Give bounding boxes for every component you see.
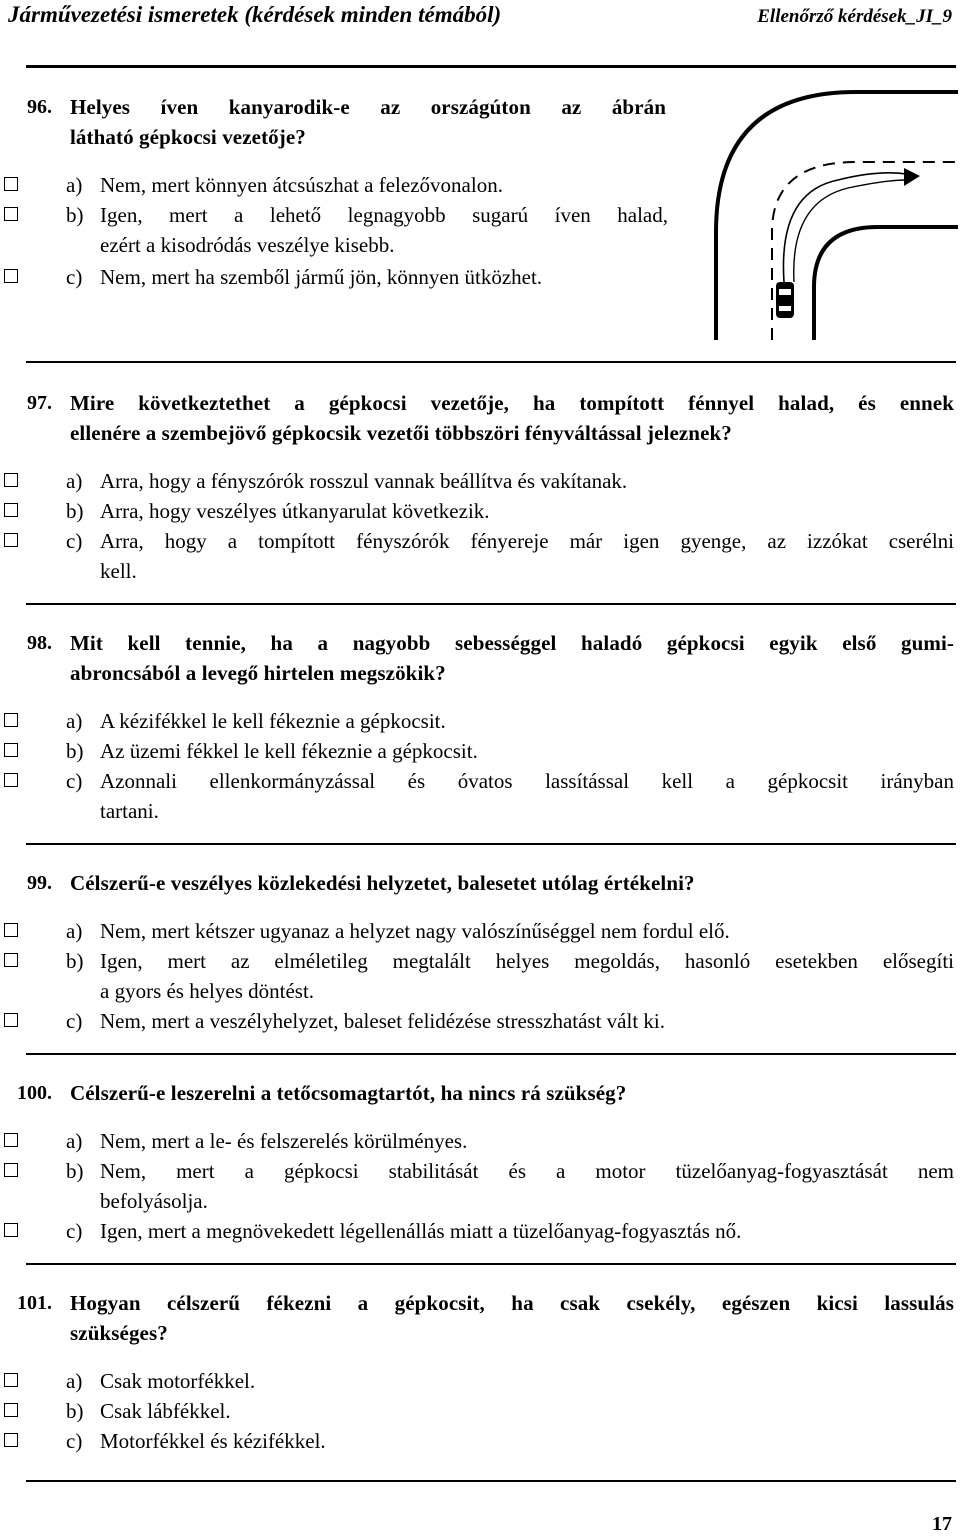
empty-checkbox-icon[interactable] bbox=[4, 269, 18, 283]
question-text-line: szükséges? bbox=[70, 1321, 168, 1345]
answer-continuation bbox=[0, 556, 954, 586]
answer-option[interactable] bbox=[0, 1156, 954, 1186]
empty-checkbox-icon[interactable] bbox=[4, 1403, 18, 1417]
empty-checkbox-icon[interactable] bbox=[4, 743, 18, 757]
question-divider bbox=[26, 1263, 956, 1265]
road-edge-outer bbox=[716, 92, 958, 340]
empty-checkbox-icon[interactable] bbox=[4, 773, 18, 787]
answer-text: Nem, mert a gépkocsi stabilitását és a motor tüzelőanyag-fogyasztását nem bbox=[100, 1159, 954, 1183]
answer-continuation bbox=[0, 1186, 954, 1216]
answer-letter: b) bbox=[66, 739, 84, 763]
question-number: 96. bbox=[27, 96, 52, 118]
footer-divider bbox=[26, 1480, 956, 1482]
question-text-line: Hogyan célszerű fékezni a gépkocsit, ha csak csekély, egészen kicsi lassulás bbox=[70, 1291, 954, 1315]
answer-text: A kézifékkel le kell fékeznie a gépkocsit. bbox=[100, 709, 446, 733]
answer-text: Nem, mert ha szemből jármű jön, könnyen ütközhet. bbox=[100, 265, 543, 289]
answer-option[interactable] bbox=[0, 1366, 954, 1396]
answer-text: Nem, mert kétszer ugyanaz a helyzet nagy valószínűséggel nem fordul elő. bbox=[100, 919, 730, 943]
arrow-head-icon bbox=[904, 168, 920, 186]
answer-text: befolyásolja. bbox=[100, 1189, 208, 1213]
answer-option[interactable] bbox=[0, 1006, 954, 1036]
empty-checkbox-icon[interactable] bbox=[4, 1163, 18, 1177]
answer-letter: a) bbox=[66, 1129, 83, 1153]
answer-letter: a) bbox=[66, 709, 83, 733]
center-line bbox=[772, 162, 958, 340]
road-curve-diagram bbox=[708, 82, 958, 350]
answer-letter: b) bbox=[66, 203, 84, 227]
question-text-line: látható gépkocsi vezetője? bbox=[70, 125, 306, 149]
document-code: Ellenőrző kérdések_JI_9 bbox=[757, 6, 952, 27]
answer-option[interactable] bbox=[0, 1216, 954, 1246]
answer-text: ezért a kisodródás veszélye kisebb. bbox=[100, 233, 395, 257]
answer-letter: b) bbox=[66, 949, 84, 973]
empty-checkbox-icon[interactable] bbox=[4, 1013, 18, 1027]
answer-option[interactable] bbox=[0, 916, 954, 946]
empty-checkbox-icon[interactable] bbox=[4, 503, 18, 517]
answer-letter: a) bbox=[66, 173, 83, 197]
answer-letter: c) bbox=[66, 769, 83, 793]
answer-letter: a) bbox=[66, 469, 83, 493]
question-text-line: Mit kell tennie, ha a nagyobb sebességgel haladó gépkocsi egyik első gumi- bbox=[70, 631, 954, 655]
answer-text: Az üzemi fékkel le kell fékeznie a gépkocsit. bbox=[100, 739, 478, 763]
answer-option[interactable] bbox=[0, 1126, 954, 1156]
question-text-line: abroncsából a levegő hirtelen megszökik? bbox=[70, 661, 446, 685]
road-edge-inner bbox=[814, 227, 958, 340]
answer-text: Arra, hogy a fényszórók rosszul vannak beállítva és vakítanak. bbox=[100, 469, 628, 493]
page-number: 17 bbox=[932, 1513, 952, 1535]
answer-option[interactable] bbox=[0, 706, 954, 736]
empty-checkbox-icon[interactable] bbox=[4, 473, 18, 487]
answer-option[interactable] bbox=[0, 466, 954, 496]
empty-checkbox-icon[interactable] bbox=[4, 713, 18, 727]
question-number: 97. bbox=[27, 392, 52, 414]
answer-text: Arra, hogy a tompított fényszórók fényereje már igen gyenge, az izzókat cserélni bbox=[100, 529, 954, 553]
document-title: Járművezetési ismeretek (kérdések minden témából) bbox=[8, 2, 502, 27]
question-text-line: Mire következtethet a gépkocsi vezetője, ha tompított fénnyel halad, és ennek bbox=[70, 391, 954, 415]
answer-text: Igen, mert az elméletileg megtalált helyes megoldás, hasonló esetekben elősegíti bbox=[100, 949, 954, 973]
answer-text: kell. bbox=[100, 559, 137, 583]
answer-letter: b) bbox=[66, 499, 84, 523]
answer-text: Azonnali ellenkormányzással és óvatos lassítással kell a gépkocsit irányban bbox=[100, 769, 954, 793]
answer-text: Csak lábfékkel. bbox=[100, 1399, 231, 1423]
question-text-line: Célszerű-e veszélyes közlekedési helyzetet, balesetet utólag értékelni? bbox=[70, 871, 695, 895]
question-text-line: Helyes íven kanyarodik-e az országúton az ábrán bbox=[70, 95, 666, 119]
answer-letter: c) bbox=[66, 1009, 83, 1033]
empty-checkbox-icon[interactable] bbox=[4, 177, 18, 191]
empty-checkbox-icon[interactable] bbox=[4, 207, 18, 221]
answer-option[interactable] bbox=[0, 946, 954, 976]
answer-continuation bbox=[0, 976, 954, 1006]
empty-checkbox-icon[interactable] bbox=[4, 533, 18, 547]
empty-checkbox-icon[interactable] bbox=[4, 1433, 18, 1447]
answer-option[interactable] bbox=[0, 736, 954, 766]
answer-letter: c) bbox=[66, 265, 83, 289]
empty-checkbox-icon[interactable] bbox=[4, 1223, 18, 1237]
answer-text: Arra, hogy veszélyes útkanyarulat következik. bbox=[100, 499, 490, 523]
question-text-line: ellenére a szembejövő gépkocsik vezetői többszöri fényváltással jeleznek? bbox=[70, 421, 732, 445]
answer-text: Igen, mert a megnövekedett légellenállás miatt a tüzelőanyag-fogyasztás nő. bbox=[100, 1219, 742, 1243]
answer-text: Nem, mert a le- és felszerelés körülményes. bbox=[100, 1129, 468, 1153]
answer-letter: c) bbox=[66, 1429, 83, 1453]
empty-checkbox-icon[interactable] bbox=[4, 1373, 18, 1387]
question-divider bbox=[26, 843, 956, 845]
answer-option[interactable] bbox=[0, 526, 954, 556]
answer-letter: a) bbox=[66, 919, 83, 943]
question-divider bbox=[26, 603, 956, 605]
answer-letter: c) bbox=[66, 1219, 83, 1243]
question-divider bbox=[26, 361, 956, 363]
question-number: 101. bbox=[17, 1292, 52, 1314]
answer-letter: a) bbox=[66, 1369, 83, 1393]
answer-option[interactable] bbox=[0, 766, 954, 796]
answer-text: tartani. bbox=[100, 799, 159, 823]
answer-text: Igen, mert a lehető legnagyobb sugarú íven halad, bbox=[100, 203, 668, 227]
answer-option[interactable] bbox=[0, 1396, 954, 1426]
answer-option[interactable] bbox=[0, 1426, 954, 1456]
question-number: 98. bbox=[27, 632, 52, 654]
header-divider bbox=[26, 65, 956, 68]
answer-text: Nem, mert könnyen átcsúszhat a felezővonalon. bbox=[100, 173, 503, 197]
question-number: 99. bbox=[27, 872, 52, 894]
answer-letter: b) bbox=[66, 1159, 84, 1183]
answer-letter: c) bbox=[66, 529, 83, 553]
question-divider bbox=[26, 1053, 956, 1055]
car-icon bbox=[776, 282, 794, 318]
answer-letter: b) bbox=[66, 1399, 84, 1423]
empty-checkbox-icon[interactable] bbox=[4, 923, 18, 937]
question-number: 100. bbox=[17, 1082, 52, 1104]
answer-text: Csak motorfékkel. bbox=[100, 1369, 256, 1393]
empty-checkbox-icon[interactable] bbox=[4, 1133, 18, 1147]
question-text-line: Célszerű-e leszerelni a tetőcsomagtartót, ha nincs rá szükség? bbox=[70, 1081, 627, 1105]
empty-checkbox-icon[interactable] bbox=[4, 953, 18, 967]
answer-text: a gyors és helyes döntést. bbox=[100, 979, 315, 1003]
answer-continuation bbox=[0, 796, 954, 826]
answer-text: Motorfékkel és kézifékkel. bbox=[100, 1429, 326, 1453]
answer-option[interactable] bbox=[0, 496, 954, 526]
answer-text: Nem, mert a veszélyhelyzet, baleset felidézése stresszhatást vált ki. bbox=[100, 1009, 666, 1033]
